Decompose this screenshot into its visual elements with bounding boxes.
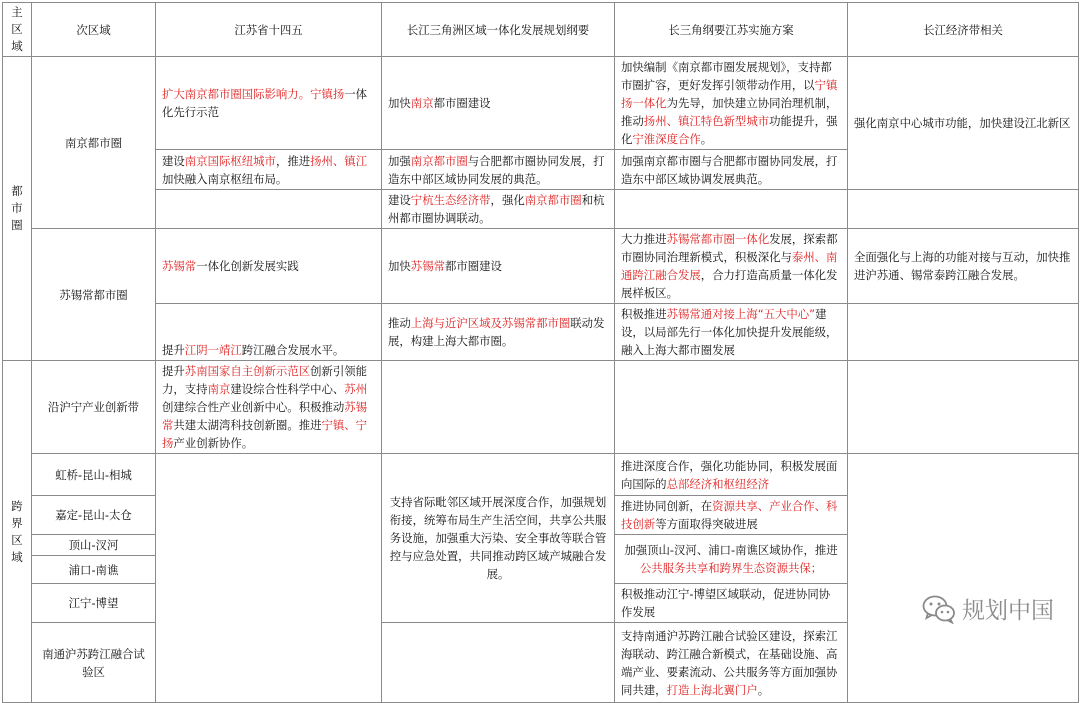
cell-text: 大力推进 [621, 232, 667, 246]
highlight-text: 宁镇、宁扬 [162, 418, 368, 450]
highlight-text: 扩大南京都市圈国际影响力。宁镇扬 [162, 87, 345, 101]
cell-text: ，合力打造高质量一体化发展样板区。 [621, 268, 838, 300]
cell-text: 强化南京中心城市功能，加快建设江北新区 [854, 116, 1071, 130]
cell-text: 都市圈建设 [433, 96, 491, 110]
watermark-text: 规划中国 [962, 598, 1054, 624]
cell [615, 623, 848, 703]
cell-text: 产业创新协作。 [173, 436, 254, 450]
highlight-text: 苏锡常 [162, 259, 197, 273]
header-js14: 江苏省十四五 [156, 3, 382, 57]
highlight-text: 南京国际枢纽城市 [184, 153, 276, 168]
cell-text: 创新引领能力，支持 [162, 364, 368, 396]
cell [382, 229, 615, 304]
main-region-metro: 都市圈 [3, 57, 32, 361]
cell-text: 支持南通沪苏跨江融合试验区建设，探索江海联动、跨江融合新模式，在基础设施、高端产业、要素流动、公共服务等方面加强协同共建， [621, 628, 838, 697]
cell [848, 304, 1079, 361]
highlight-text: 南京都市圈 [524, 193, 582, 207]
highlight-text: 苏锡常都市圈一体化 [666, 232, 770, 246]
table-row [3, 454, 1079, 496]
main-region-cross: 跨界区域 [3, 361, 32, 703]
highlight-text: 宁镇扬一体化 [621, 78, 838, 110]
highlight-text: 苏南国家自主创新示范区 [184, 364, 311, 378]
highlight-text: 江阴一靖江 [184, 343, 242, 357]
cell-text: ，推进 [275, 153, 311, 168]
cell [615, 584, 848, 623]
cell-text: 加快 [388, 259, 411, 273]
cell-text: 加强顶山-汊河、浦口-南谯区域协作，推进 [624, 543, 838, 557]
cell-text: 加快 [388, 96, 411, 110]
highlight-text: 扬州、镇江 [310, 153, 368, 168]
highlight-text: 上海与近沪区域及苏锡常都市圈 [410, 316, 571, 330]
cell [848, 229, 1079, 304]
highlight-text: 公共服务共享和跨界生态资源共保； [639, 561, 823, 575]
cell-text: 和杭州都市圈协调联动。 [388, 193, 605, 225]
sub-region-nantong: 南通沪苏跨江融合试验区 [32, 623, 156, 703]
highlight-text: 南京 [410, 96, 434, 110]
cell-text: 加快融入南京枢纽布局。 [162, 171, 288, 186]
cell-text: 推进深度合作，强化功能协同，积极发展面向国际的 [621, 458, 838, 491]
sub-region-yanhu: 沿沪宁产业创新带 [32, 361, 156, 454]
table-row [3, 57, 1079, 150]
cell [156, 190, 382, 229]
cell [382, 454, 615, 623]
cell-text: 建设综合性科学中心、 [230, 382, 345, 396]
cell [382, 361, 615, 454]
sub-region-nanjing: 南京都市圈 [32, 57, 156, 229]
cell-text: 都市圈建设 [444, 259, 502, 273]
cell [615, 535, 848, 584]
cell-text: 加强南京都市圈与合肥都市圈协同发展，打造东中部区域协调发展典范。 [621, 153, 838, 186]
cell-text: 支持省际毗邻区域开展深度合作，加强规划衔接，统筹布局生产生活空间，共享公共服务设施，加强重大污染、安全事故等联合管控与应急处置，共同推动跨区域产城融合发展。 [389, 495, 607, 581]
cell [156, 361, 382, 454]
sub-region-jiangning: 江宁-博望 [32, 584, 156, 623]
cell [848, 190, 1079, 229]
sub-region-dingshan: 顶山-汊河 [32, 535, 156, 556]
highlight-text: 苏锡常 [410, 259, 445, 273]
highlight-text: 南京 [207, 382, 231, 396]
cell [382, 150, 615, 190]
cell-text: 提升 [162, 364, 185, 378]
table-row [3, 361, 1079, 454]
cell-text: 加强 [388, 153, 411, 168]
cell [156, 57, 382, 150]
cell-text: 功能提升，强化 [621, 114, 838, 146]
cell-text: 推进协同创新，在 [621, 499, 713, 513]
highlight-text: 打造上海北翼门户 [666, 682, 758, 697]
table-row [3, 190, 1079, 229]
watermark [922, 592, 1054, 625]
cell [615, 304, 848, 361]
cell-text: 建设，以局部先行一体化加快提升发展能级，融入上海大都市圈发展 [621, 307, 838, 357]
highlight-text: 南京都市圈 [410, 153, 468, 168]
highlight-text: 苏锡常 [162, 400, 368, 432]
cell-text: 跨江融合发展水平。 [241, 343, 345, 357]
planning-table [2, 2, 1079, 703]
header-plan: 长三角纲要江苏实施方案 [615, 3, 848, 57]
cell-text: 积极推动江宁-博望区域联动，促进协同协作发展 [621, 587, 831, 619]
cell [615, 229, 848, 304]
cell-text: 全面强化与上海的功能对接与互动，加快推进沪苏通、锡常泰跨江融合发展。 [854, 250, 1071, 282]
cell [382, 190, 615, 229]
highlight-text: 扬州、镇江特色新型城市 [643, 114, 770, 128]
cell [848, 57, 1079, 190]
header-main-region: 主区域 [3, 3, 32, 57]
cell-text: 一体化创新发展实践 [196, 259, 299, 273]
cell [615, 496, 848, 535]
sub-region-hongqiao: 虹桥-昆山-相城 [32, 454, 156, 496]
cell-text: ，强化 [490, 193, 525, 207]
header-sub-region: 次区域 [32, 3, 156, 57]
cell-text: 共建太湖湾科技创新圈。推进 [173, 418, 322, 432]
cell-text: 建设 [388, 193, 411, 207]
cell-text: 等方面取得突破进展 [655, 517, 758, 531]
cell-text: 与合肥都市圈协同发展，打造东中部区域协同发展的典范。 [388, 153, 605, 186]
highlight-text: 总部经济和枢纽经济 [666, 476, 770, 491]
highlight-text: 泰州、南通跨江融合发展 [621, 250, 838, 282]
highlight-text: 苏州 [344, 382, 368, 396]
cell-text: 发展，探索都市圈协同治理新模式，积极深化与 [621, 232, 838, 264]
cell [615, 150, 848, 190]
highlight-text: 苏锡常通对接上海“五大中心” [666, 307, 816, 321]
cell [615, 190, 848, 229]
cell [848, 361, 1079, 454]
cell [615, 361, 848, 454]
cell-text: 。 [700, 132, 713, 146]
cell-text: 提升 [162, 343, 185, 357]
cell-text: 加快编制《南京都市圈发展规划》，支持都市圈扩容，更好发挥引领带动作用，以 [621, 60, 832, 92]
cell-text: 一体化先行示范 [162, 87, 368, 119]
cell-text: 创建综合性产业创新中心。积极推动 [162, 400, 345, 414]
highlight-text: 资源共享、产业合作、科技创新 [621, 499, 838, 531]
cell [382, 623, 615, 703]
highlight-text: 宁杭生态经济带 [410, 193, 491, 207]
cell-text: 推动 [388, 316, 411, 330]
cell [382, 57, 615, 150]
cell-text: 。 [757, 682, 770, 697]
cell [156, 229, 382, 304]
sub-region-pukou: 浦口-南谯 [32, 556, 156, 584]
cell [615, 57, 848, 150]
cell [156, 150, 382, 190]
cell-text: 积极推进 [621, 307, 667, 321]
cell [615, 454, 848, 496]
cell [156, 454, 382, 703]
highlight-text: 宁淮深度合作 [632, 132, 701, 146]
cell-text: 建设 [162, 153, 185, 168]
header-yangtze: 长江经济带相关 [848, 3, 1079, 57]
cell [848, 454, 1079, 703]
cell [156, 304, 382, 361]
cell [382, 304, 615, 361]
wechat-icon [922, 594, 956, 624]
cell-text: 为先导，加快建立协同治理机制，推动 [621, 96, 838, 128]
header-row [3, 3, 1079, 57]
table-row [3, 304, 1079, 361]
sub-region-sxc: 苏锡常都市圈 [32, 229, 156, 361]
cell-text: 联动发展，构建上海大都市圈。 [388, 316, 605, 348]
header-outline: 长江三角洲区域一体化发展规划纲要 [382, 3, 615, 57]
sub-region-jiading: 嘉定-昆山-太仓 [32, 496, 156, 535]
table-row [3, 229, 1079, 304]
